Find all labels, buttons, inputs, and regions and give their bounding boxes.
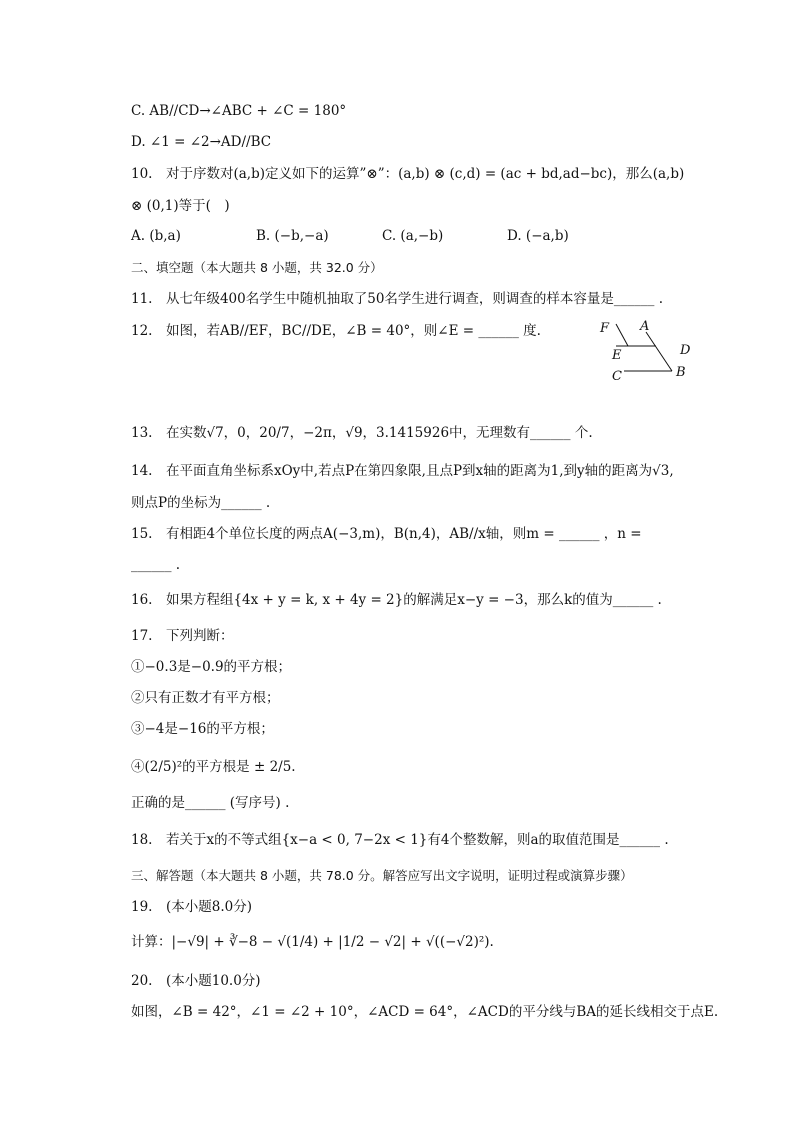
question-20: 20. (本小题10.0分) bbox=[131, 973, 261, 989]
option-a-q10: A. (b,a) bbox=[131, 228, 181, 244]
option-c-q10: C. (a,−b) bbox=[382, 228, 444, 244]
question-12: 12. 如图，若AB//EF，BC//DE，∠B = 40°，则∠E = ______ 度. bbox=[131, 323, 541, 339]
option-d-q10: D. (−a,b) bbox=[507, 228, 569, 244]
judgment-4: ④(2/5)²的平方根是 ± 2/5. bbox=[131, 759, 296, 775]
judgment-2: ②只有正数才有平方根； bbox=[131, 690, 280, 706]
question-20-text: 如图，∠B = 42°，∠1 = ∠2 + 10°，∠ACD = 64°，∠ACD的平分线与BA的延长线相交于点E. bbox=[131, 1004, 719, 1020]
point-label-b: B bbox=[676, 365, 686, 380]
question-10: 10. 对于序数对(a,b)定义如下的运算”⊗”：(a,b) ⊗ (c,d) = (ac + bd,ad−bc)，那么(a,b) bbox=[131, 166, 685, 182]
question-19-expression: 计算：|−√9| + ∛−8 − √(1/4) + |1/2 − √2| + √((−√2)²). bbox=[131, 934, 494, 950]
question-19: 19. (本小题8.0分) bbox=[131, 899, 252, 915]
point-label-e: E bbox=[612, 348, 622, 363]
question-15-cont: ______ . bbox=[131, 557, 181, 573]
question-16: 16. 如果方程组{4x + y = k, x + 4y = 2}的解满足x−y = −3，那么k的值为______ . bbox=[131, 592, 662, 608]
point-label-a: A bbox=[640, 319, 650, 334]
option-c-q9: C. AB//CD→∠ABC + ∠C = 180° bbox=[131, 103, 347, 119]
question-18: 18. 若关于x的不等式组{x−a < 0, 7−2x < 1}有4个整数解，则a的取值范围是______ . bbox=[131, 832, 669, 848]
question-11: 11. 从七年级400名学生中随机抽取了50名学生进行调查，则调查的样本容量是______ . bbox=[131, 291, 663, 307]
section-heading-solve: 三、解答题（本大题共 8 小题，共 78.0 分。解答应写出文字说明，证明过程或演算步骤） bbox=[131, 868, 633, 883]
question-13: 13. 在实数√7，0，20/7，−2π，√9，3.1415926中，无理数有______ 个. bbox=[131, 425, 593, 441]
question-17: 17. 下列判断： bbox=[131, 628, 234, 644]
question-15: 15. 有相距4个单位长度的两点A(−3,m)，B(n,4)，AB//x轴，则m = ______ ，n = bbox=[131, 526, 642, 542]
option-b-q10: B. (−b,−a) bbox=[256, 228, 329, 244]
judgment-1: ①−0.3是−0.9的平方根； bbox=[131, 659, 292, 675]
point-label-f: F bbox=[600, 321, 610, 336]
question-14: 14. 在平面直角坐标系xOy中,若点P在第四象限,且点P到x轴的距离为1,到y轴的距离为√3, bbox=[131, 463, 674, 479]
question-17-answer: 正确的是______ (写序号) . bbox=[131, 795, 290, 811]
option-d-q9: D. ∠1 = ∠2→AD//BC bbox=[131, 134, 272, 150]
geometry-figure-q12 bbox=[596, 318, 700, 388]
section-heading-fill-blank: 二、填空题（本大题共 8 小题，共 32.0 分） bbox=[131, 260, 383, 275]
point-label-c: C bbox=[612, 369, 622, 384]
point-label-d: D bbox=[680, 343, 691, 358]
judgment-3: ③−4是−16的平方根； bbox=[131, 721, 274, 737]
question-14-cont: 则点P的坐标为______ . bbox=[131, 495, 271, 511]
question-10-cont: ⊗ (0,1)等于( ) bbox=[131, 198, 230, 214]
